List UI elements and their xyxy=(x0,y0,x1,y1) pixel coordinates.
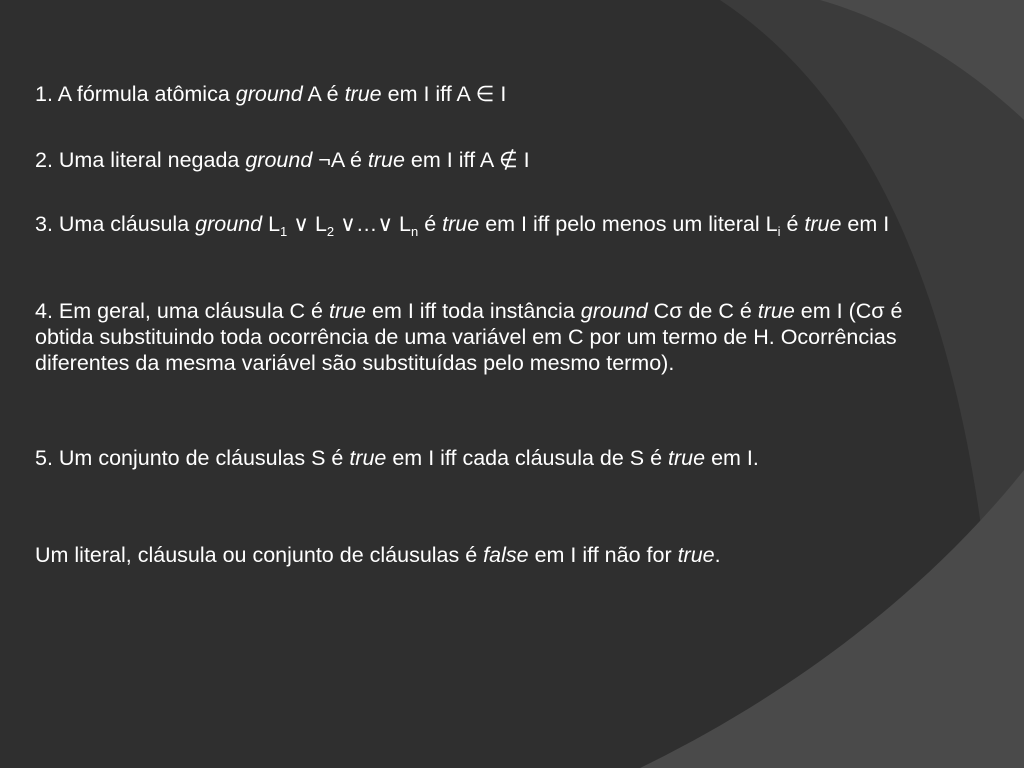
not-element-of-symbol: ∉ xyxy=(498,148,518,172)
rule-5: 5. Um conjunto de cláusulas S é true em I iff cada cláusula de S é true em I. xyxy=(35,446,759,470)
rule-1: 1. A fórmula atômica ground A é true em I iff A ∈ I xyxy=(35,82,507,106)
rule-4: 4. Em geral, uma cláusula C é true em I iff toda instância ground Cσ de C é true em I (Cσ é obtida substituindo toda ocorrência de uma variável em C por um termo de H. Ocorrências diferentes da mesma variável são substituídas pelo mesmo termo). xyxy=(35,299,903,375)
rule-3: 3. Uma cláusula ground $L_1$ ∨ $L_2$ ∨…∨ $L_n$ é true em I iff pelo menos um literal $L_i$ é true em I xyxy=(35,212,890,239)
element-of-symbol: ∈ xyxy=(475,82,495,106)
false-definition: Um literal, cláusula ou conjunto de cláusulas é false em I iff não for true. xyxy=(35,543,721,567)
rule-2: 2. Uma literal negada ground ¬A é true em I iff A ∉ I xyxy=(35,148,530,172)
